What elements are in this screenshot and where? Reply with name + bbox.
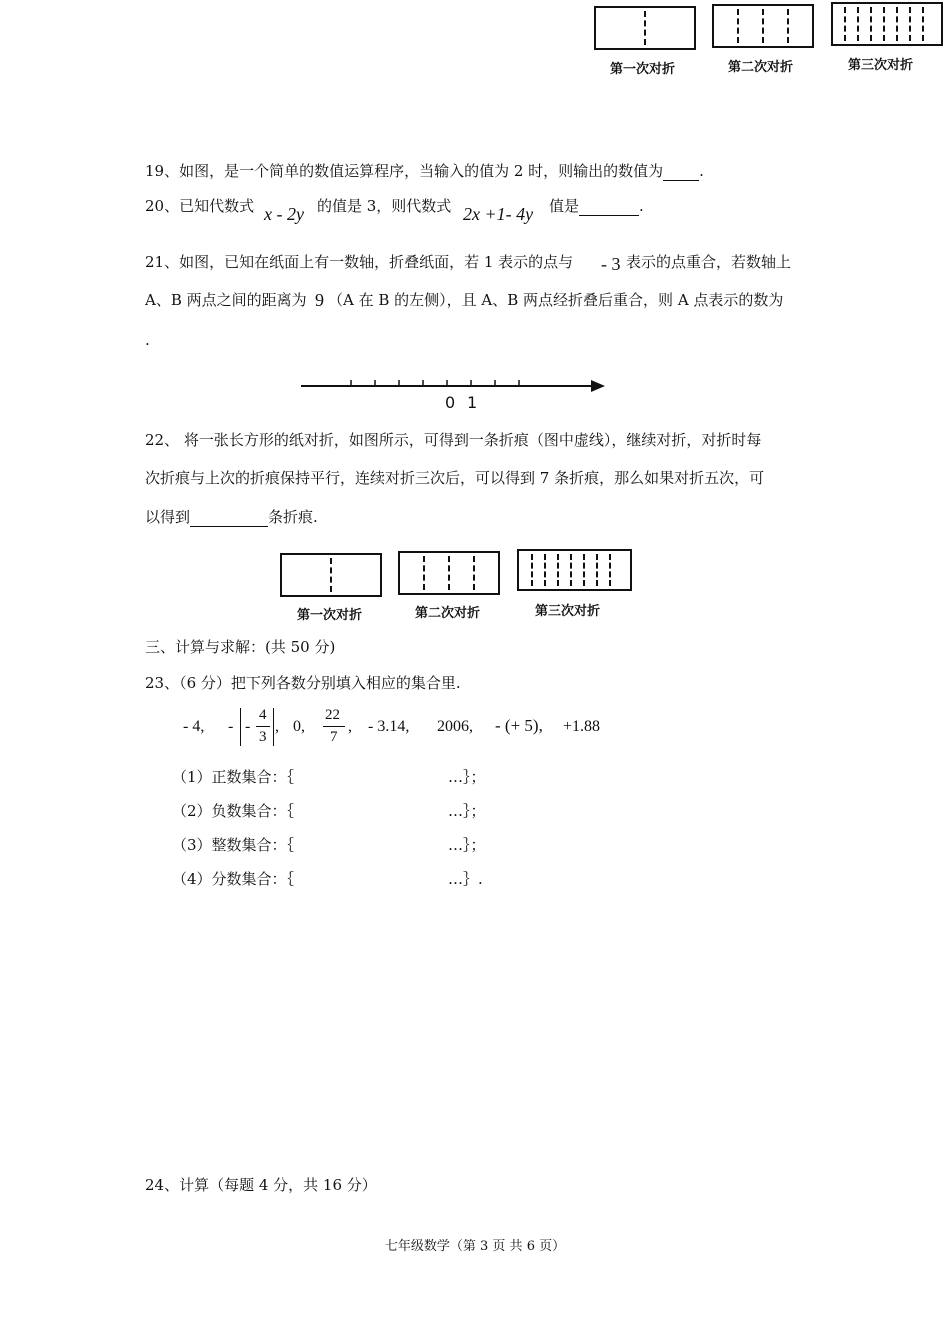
- crease-line: [787, 9, 789, 43]
- fold-rect-second: [712, 4, 814, 48]
- crease-line: [596, 554, 598, 586]
- question-22-line3: [145, 507, 318, 527]
- crease-line: [570, 554, 572, 586]
- fold-rect-first: [280, 553, 382, 597]
- number-neg-four: - 4,: [183, 718, 205, 735]
- abs-fraction-denominator: 3: [259, 729, 267, 745]
- number-neg-3-14: - 3.14,: [368, 718, 410, 735]
- question-20-part2: 的值是 3，则代数式: [317, 197, 452, 215]
- answer-blank: [190, 510, 268, 527]
- fold-caption-second: 第二次对折: [415, 606, 481, 621]
- set-fraction: [172, 868, 294, 889]
- crease-line: [557, 554, 559, 586]
- question-19: [145, 161, 704, 181]
- set-end: …｝；: [448, 802, 486, 820]
- set-label: （2）负数集合：｛: [172, 802, 295, 820]
- question-20: [145, 196, 254, 216]
- question-20-part3-text: 值是: [549, 197, 580, 215]
- crease-line: [583, 554, 585, 586]
- crease-line: [473, 556, 475, 590]
- question-21-line3: .: [145, 331, 150, 349]
- question-20-part3: [549, 196, 644, 216]
- question-23-title: 23、（6 分）把下列各数分别填入相应的集合里.: [145, 674, 461, 692]
- fold-rect-third: [831, 2, 943, 46]
- crease-line: [531, 554, 533, 586]
- question-19-end: .: [699, 162, 704, 180]
- abs-inner-minus: -: [245, 718, 251, 735]
- fraction-denominator: 7: [330, 729, 338, 745]
- set-label: （3）整数集合：｛: [172, 836, 295, 854]
- fold-caption-second: 第二次对折: [728, 60, 794, 75]
- crease-line: [762, 9, 764, 43]
- crease-line: [544, 554, 546, 586]
- crease-line: [883, 7, 885, 41]
- number-plus-1-88: +1.88: [563, 718, 601, 735]
- crease-line: [922, 7, 924, 41]
- question-22-line2: 次折痕与上次的折痕保持平行，连续对折三次后，可以得到 7 条折痕，那么如果对折五次，可: [145, 469, 765, 487]
- number-zero: 0,: [293, 718, 305, 735]
- abs-outer-minus: -: [228, 718, 234, 735]
- crease-line: [448, 556, 450, 590]
- set-end: …｝；: [448, 836, 486, 854]
- question-24: 24、计算（每题 4 分，共 16 分）: [145, 1176, 377, 1194]
- fraction-numerator: 22: [325, 707, 340, 723]
- expression-2x-plus-1-minus-4y: 2x +1- 4y: [463, 204, 534, 224]
- value-nine: 9: [315, 290, 324, 310]
- set-negative: [172, 800, 294, 821]
- question-22-line3b: 条折痕.: [268, 508, 318, 526]
- fold-rect-third: [517, 549, 632, 591]
- question-20-end: .: [639, 197, 644, 215]
- fold-caption-third: 第三次对折: [535, 604, 601, 619]
- fraction-bar: [323, 726, 345, 727]
- tick-label-zero: 0: [445, 393, 456, 412]
- crease-line: [857, 7, 859, 41]
- crease-line: [844, 7, 846, 41]
- set-integer: [172, 834, 294, 855]
- answer-blank: [579, 199, 639, 216]
- fold-rect-first: [594, 6, 696, 50]
- question-21-line1b: 表示的点重合，若数轴上: [626, 253, 792, 271]
- tick-label-one: 1: [467, 393, 478, 412]
- question-21-line2a: A、B 两点之间的距离为: [145, 291, 307, 309]
- question-19-text: 19、如图，是一个简单的数值运算程序，当输入的值为 2 时，则输出的数值为: [145, 162, 664, 180]
- answer-blank: [663, 164, 699, 181]
- fraction-bar: [256, 726, 270, 727]
- crease-line: [644, 11, 646, 45]
- question-21-line2b: （A 在 B 的左侧），且 A、B 两点经折叠后重合，则 A 点表示的数为: [328, 291, 784, 309]
- fold-caption-first: 第一次对折: [297, 608, 363, 623]
- value-negative-three: - 3: [601, 254, 621, 274]
- crease-line: [330, 558, 332, 592]
- fold-rect-second: [398, 551, 500, 595]
- set-label: （1）正数集合：｛: [172, 768, 295, 786]
- fold-caption-third: 第三次对折: [848, 58, 914, 73]
- comma: ,: [275, 718, 279, 735]
- crease-line: [737, 9, 739, 43]
- abs-bar-right: [273, 708, 274, 746]
- set-label: （4）分数集合：｛: [172, 870, 295, 888]
- abs-bar-left: [240, 708, 241, 746]
- question-20-part1: 20、已知代数式: [145, 197, 255, 215]
- section-heading: 三、计算与求解：(共 50 分): [145, 638, 336, 656]
- question-22-line3a: 以得到: [145, 508, 191, 526]
- comma: ,: [348, 718, 352, 735]
- number-neg-paren-plus-five: - (+ 5),: [495, 716, 543, 735]
- crease-line: [423, 556, 425, 590]
- crease-line: [909, 7, 911, 41]
- crease-line: [609, 554, 611, 586]
- fold-caption-first: 第一次对折: [610, 62, 676, 77]
- question-22-line1: 22、 将一张长方形的纸对折，如图所示，可得到一条折痕（图中虚线），继续对折，对折时每: [145, 431, 762, 449]
- page-footer: 七年级数学（第 3 页 共 6 页）: [384, 1239, 566, 1254]
- set-end: …｝；: [448, 768, 486, 786]
- set-end: …｝.: [448, 870, 483, 888]
- question-21-line1a: 21、如图，已知在纸面上有一数轴，折叠纸面，若 1 表示的点与: [145, 253, 574, 271]
- abs-fraction-numerator: 4: [259, 707, 267, 723]
- expression-x-minus-2y: x - 2y: [264, 204, 304, 224]
- crease-line: [896, 7, 898, 41]
- number-2006: 2006,: [437, 718, 473, 735]
- set-positive: [172, 766, 294, 787]
- crease-line: [870, 7, 872, 41]
